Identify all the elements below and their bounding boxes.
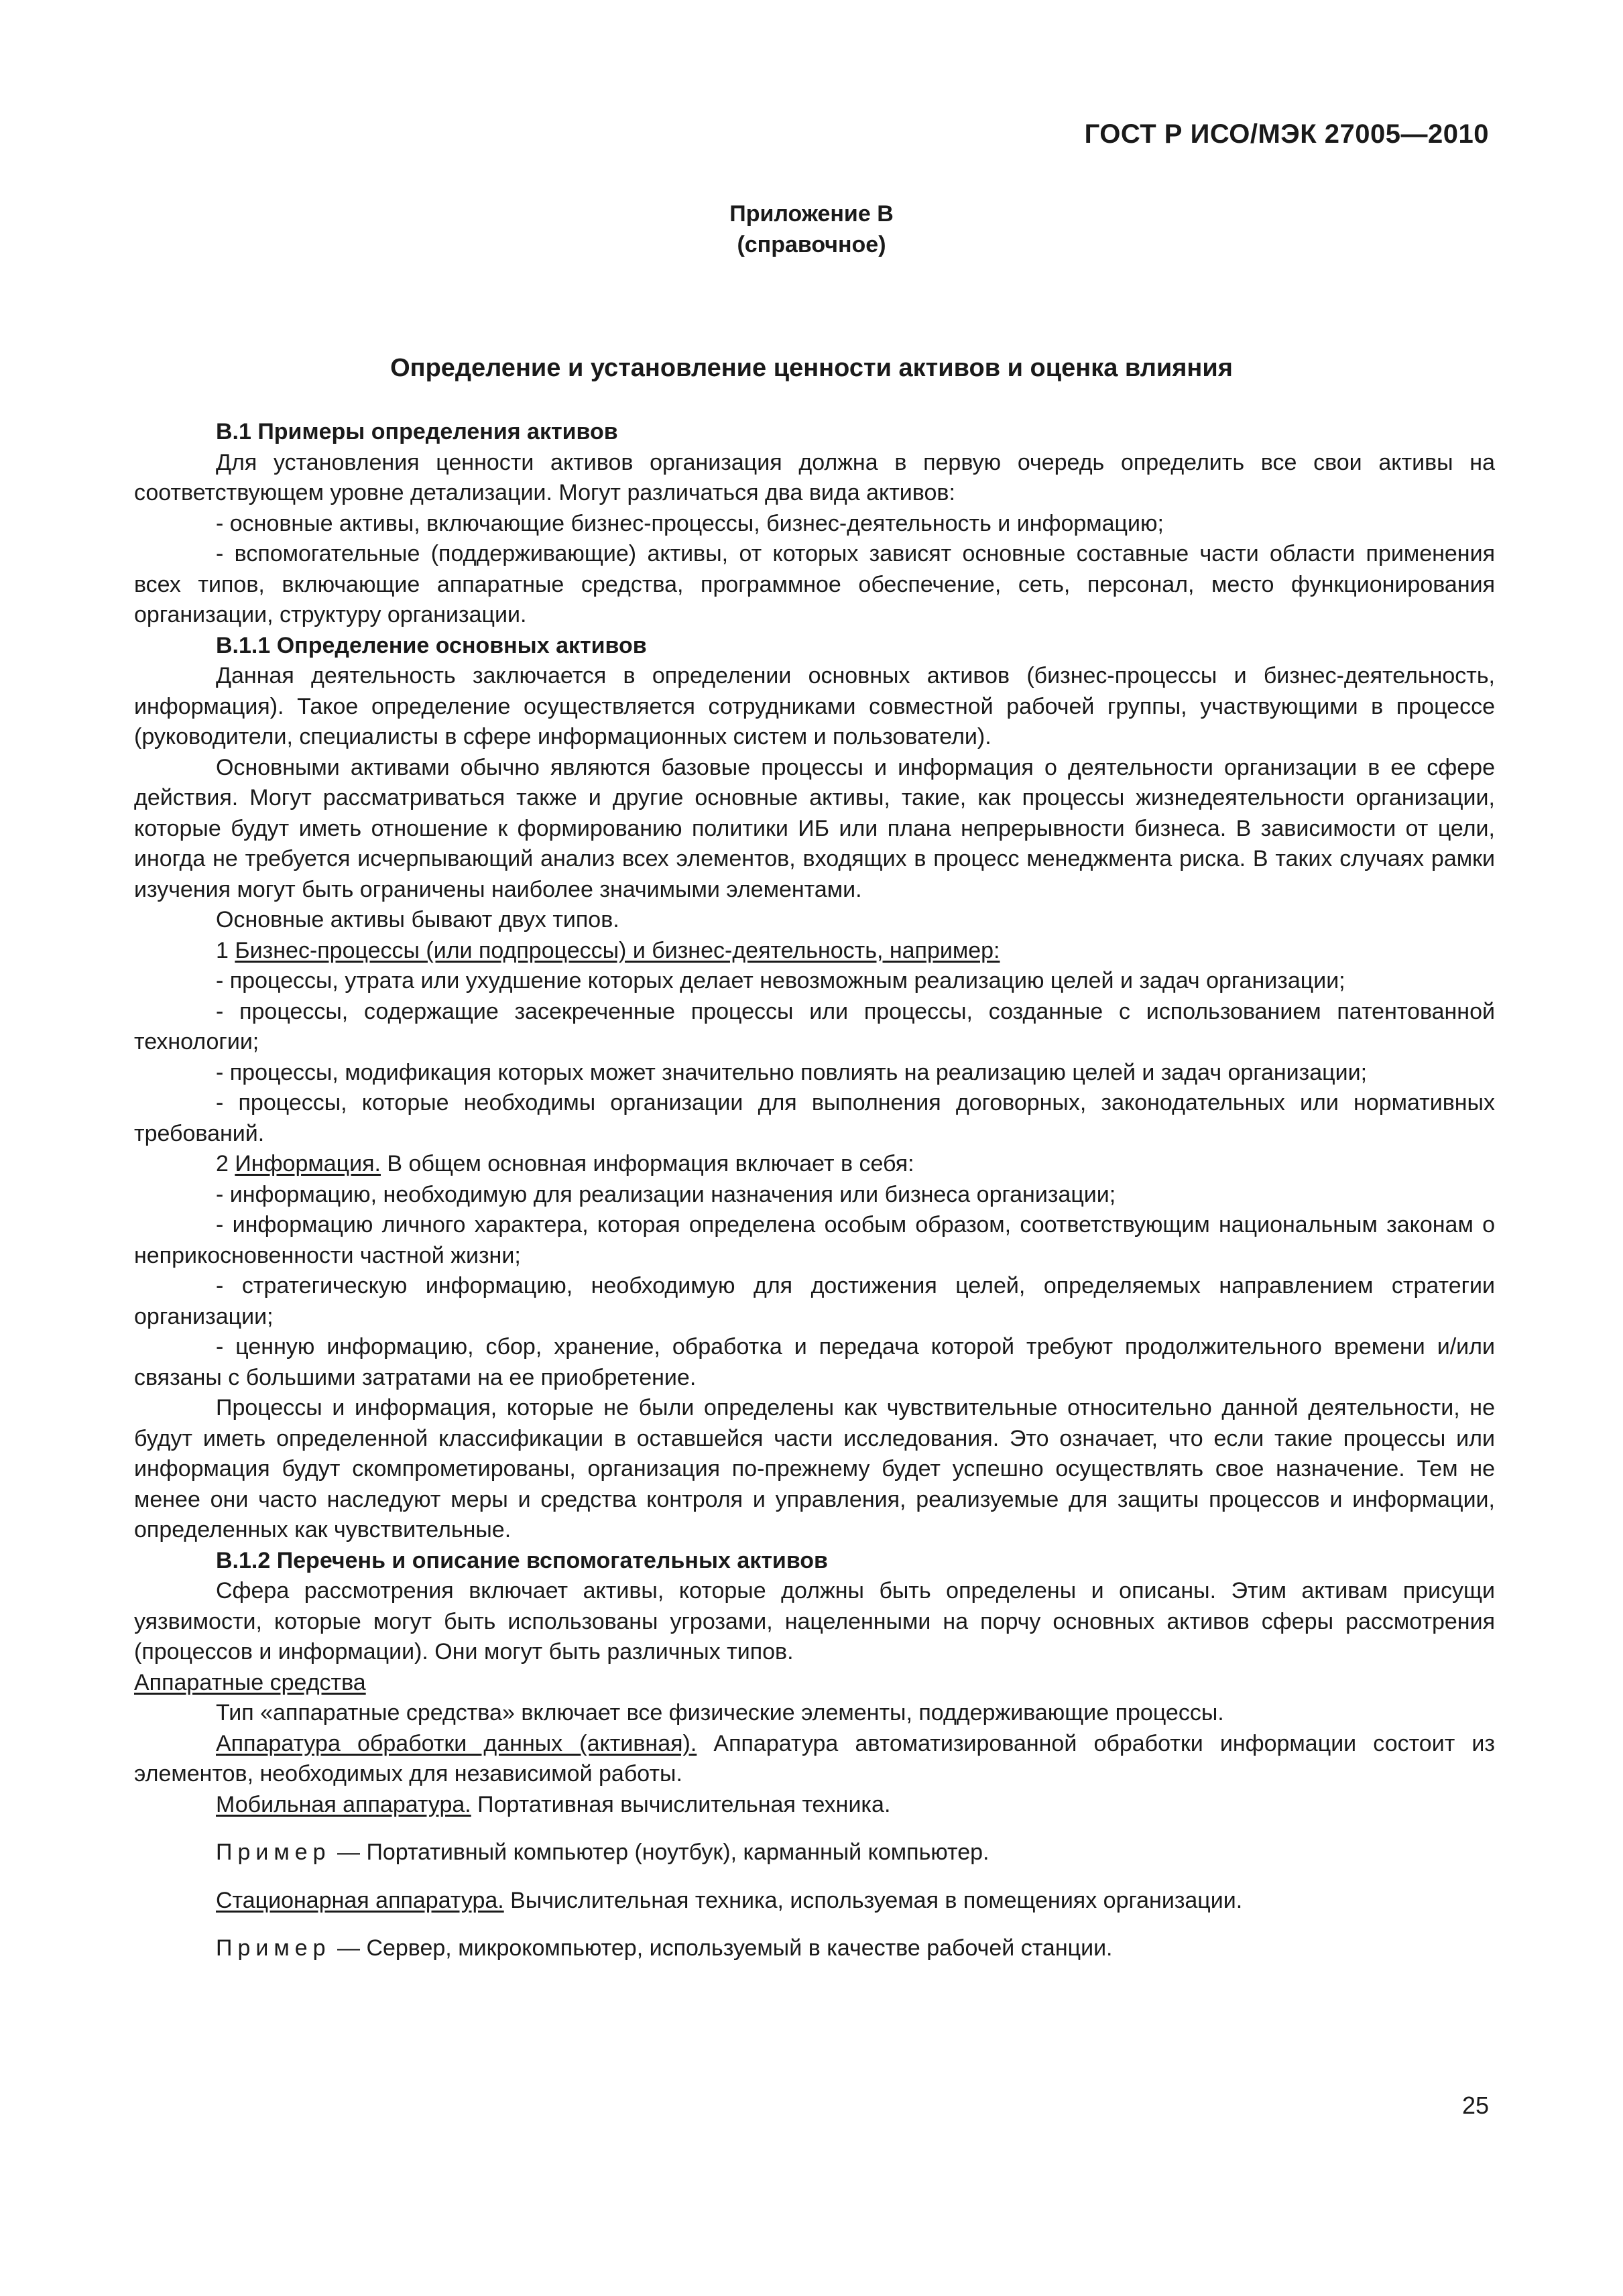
hardware-fixed-text: Вычислительная техника, используемая в помещениях организации. xyxy=(503,1887,1243,1913)
hardware-mobile-label: Мобильная аппаратура. xyxy=(216,1791,471,1817)
type-1-paragraph xyxy=(134,936,1495,967)
paragraph: Основными активами обычно являются базовые процессы и информация о деятельности организации в ее сфере действия. Могут рассматриваться также и другие основные активы, такие, как процессы жизнедеятельности организации, которые будут иметь отношение к формированию политики ИБ или плана непрерывности бизнеса. В зависимости от цели, иногда не требуется исчерпывающий анализ всех элементов, входящих в процесс менеджмента риска. В таких случаях рамки изучения могут быть ограничены наиболее значимыми элементами. xyxy=(134,754,1495,902)
page-number: 25 xyxy=(1461,2092,1489,2119)
annex-subtitle: (справочное) xyxy=(737,232,886,257)
paragraph: Данная деятельность заключается в определении основных активов (бизнес-процессы и бизнес-деятельность, информация). Такое определение осуществляется сотрудниками совместной рабочей группы, участвующими в процессе (руководители, специалисты в сфере информационных систем и пользователи). xyxy=(134,663,1495,749)
hardware-mobile-paragraph xyxy=(134,1790,1495,1821)
hardware-heading xyxy=(134,1668,1495,1699)
type-1-label: Бизнес-процессы (или подпроцессы) и бизнес-деятельность, например: xyxy=(235,937,1000,963)
list-item: - основные активы, включающие бизнес-процессы, бизнес-деятельность и информацию; xyxy=(216,510,1164,536)
list-item: - стратегическую информацию, необходимую для достижения целей, определяемых направлением стратегии организации; xyxy=(134,1273,1495,1329)
hardware-active-label: Аппаратура обработки данных (активная). xyxy=(216,1730,697,1756)
list-item: - процессы, утрата или ухудшение которых делает невозможным реализацию целей и задач организации; xyxy=(216,968,1345,993)
annex-title: Приложение В xyxy=(729,201,894,227)
example-text: — Сервер, микрокомпьютер, используемый в качестве рабочей станции. xyxy=(330,1935,1113,1961)
paragraph: Для установления ценности активов организация должна в первую очередь определить все свои активы на соответствующем уровне детализации. Могут различаться два вида активов: xyxy=(134,449,1495,505)
standard-header: ГОСТ Р ИСО/МЭК 27005—2010 xyxy=(1084,119,1489,149)
hardware-mobile-text: Портативная вычислительная техника. xyxy=(471,1791,891,1817)
section-heading-b11: В.1.1 Определение основных активов xyxy=(216,632,647,658)
hardware-fixed-label: Стационарная аппаратура. xyxy=(216,1887,504,1913)
hardware-active-text: Аппаратура автоматизированной обработки информации состоит из элементов, необходимых для независимой работы. xyxy=(134,1730,1495,1787)
example-word: Пример xyxy=(216,1935,331,1961)
type-2-number: 2 xyxy=(216,1151,235,1176)
type-1-number: 1 xyxy=(216,937,235,963)
list-item: - ценную информацию, сбор, хранение, обработка и передача которой требуют продолжительного времени и/или связаны с большими затратами на ее приобретение. xyxy=(134,1334,1495,1390)
list-item: - информацию личного характера, которая определена особым образом, соответствующим национальным законам о неприкосновенности частной жизни; xyxy=(134,1212,1495,1268)
paragraph: Основные активы бывают двух типов. xyxy=(216,907,619,932)
paragraph: Процессы и информация, которые не были определены как чувствительные относительно данной деятельности, не будут иметь определенной классификации в оставшейся части исследования. Это означает, что если такие процессы или информация будут скомпрометированы, организация по-прежнему будет успешно осуществлять свое назначение. Тем не менее они часто наследуют меры и средства контроля и управления, реализуемые для защиты процессов и информации, определенных как чувствительные. xyxy=(134,1395,1495,1543)
list-item: - вспомогательные (поддерживающие) активы, от которых зависят основные составные части области применения всех типов, включающие аппаратные средства, программное обеспечение, сеть, персонал, место функционирования организации, структуру организации. xyxy=(134,541,1495,627)
type-2-text: В общем основная информация включает в себя: xyxy=(380,1151,914,1176)
type-2-paragraph xyxy=(134,1149,1495,1180)
document-body xyxy=(134,417,1495,1964)
list-item: - процессы, которые необходимы организации для выполнения договорных, законодательных или нормативных требований. xyxy=(134,1090,1495,1146)
hardware-active-paragraph xyxy=(134,1729,1495,1790)
paragraph: Сфера рассмотрения включает активы, которые должны быть определены и описаны. Этим активам присущи уязвимости, которые могут быть использованы угрозами, нацеленными на порчу основных активов сферы рассмотрения (процессов и информации). Они могут быть различных типов. xyxy=(134,1578,1495,1665)
type-2-label: Информация. xyxy=(235,1151,381,1176)
example-note-2 xyxy=(134,1933,1495,1964)
main-title: Определение и установление ценности активов и оценка влияния xyxy=(390,354,1233,382)
list-item: - процессы, модификация которых может значительно повлиять на реализацию целей и задач организации; xyxy=(216,1059,1368,1085)
hardware-fixed-paragraph xyxy=(134,1886,1495,1917)
example-text: — Портативный компьютер (ноутбук), карманный компьютер. xyxy=(330,1839,989,1865)
paragraph: Тип «аппаратные средства» включает все физические элементы, поддерживающие процессы. xyxy=(216,1700,1224,1726)
list-item: - процессы, содержащие засекреченные процессы или процессы, созданные с использованием патентованной технологии; xyxy=(134,998,1495,1054)
section-heading-b1: В.1 Примеры определения активов xyxy=(216,419,618,444)
example-word: Пример xyxy=(216,1839,331,1865)
hardware-heading-text: Аппаратные средства xyxy=(134,1669,366,1695)
section-heading-b12: В.1.2 Перечень и описание вспомогательных активов xyxy=(216,1547,828,1573)
example-note-1 xyxy=(134,1837,1495,1868)
list-item: - информацию, необходимую для реализации назначения или бизнеса организации; xyxy=(216,1181,1116,1207)
annex-heading xyxy=(0,198,1623,260)
